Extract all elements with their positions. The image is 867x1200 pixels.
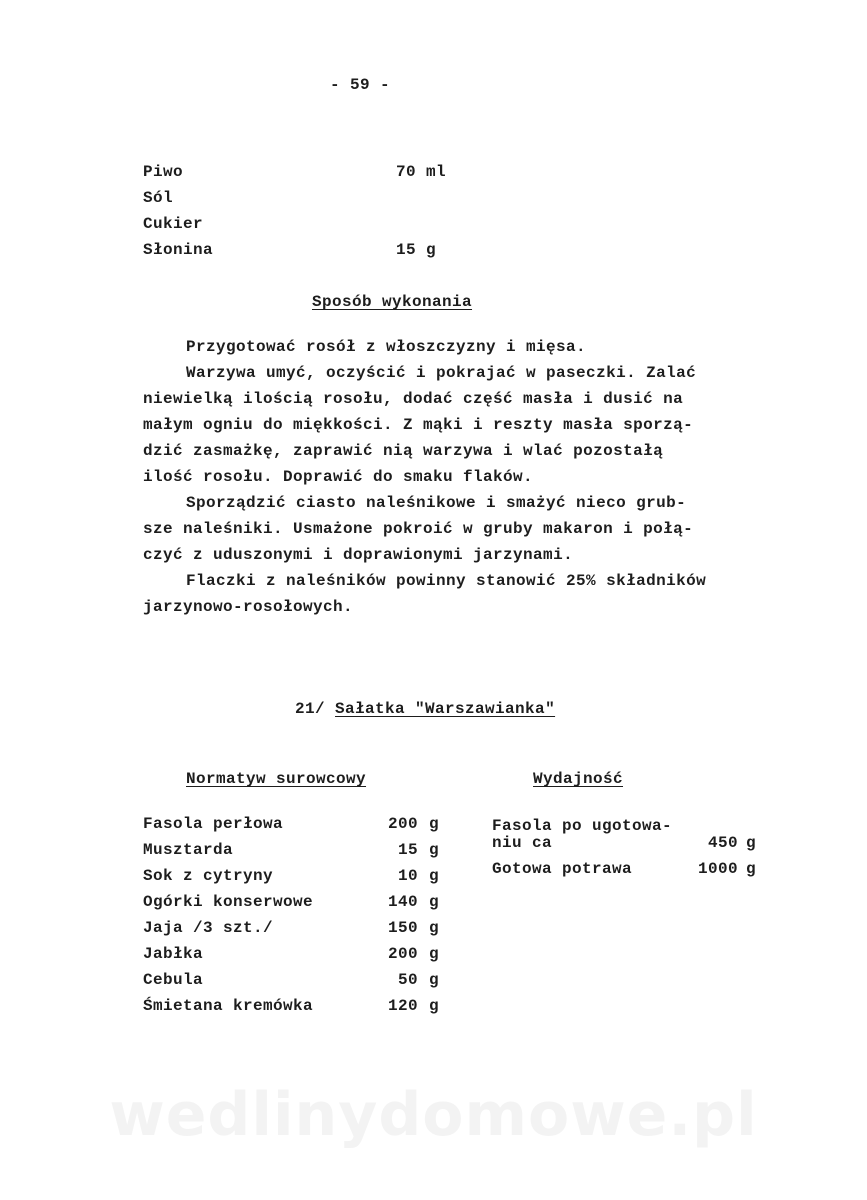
raw-materials-heading: Normatyw surowcowy xyxy=(186,770,367,788)
method-heading: Sposób wykonania xyxy=(312,293,473,311)
yield-heading: Wydajność xyxy=(533,770,624,788)
ingredient-name: Cukier xyxy=(143,215,204,233)
ingredient-qty: 15 g xyxy=(396,241,437,259)
raw-item-unit: g xyxy=(429,893,440,911)
method-line: niewielką ilością rosołu, dodać część masła i dusić na xyxy=(143,390,684,408)
method-line: Flaczki z naleśników powinny stanowić 25% składników xyxy=(186,572,707,590)
yield-item-unit: g xyxy=(746,860,757,878)
raw-item-name: Ogórki konserwowe xyxy=(143,893,314,911)
method-line: czyć z uduszonymi i doprawionymi jarzynami. xyxy=(143,546,574,564)
raw-item-unit: g xyxy=(429,997,440,1015)
raw-item-qty: 150 xyxy=(387,919,418,937)
method-line: Sporządzić ciasto naleśnikowe i smażyć nieco grub- xyxy=(186,494,687,512)
raw-item-name: Musztarda xyxy=(143,841,234,859)
raw-item-qty: 15 xyxy=(397,841,418,859)
yield-item-unit: g xyxy=(746,834,757,852)
raw-item-qty: 200 xyxy=(387,945,418,963)
watermark: wedlinydomowe.pl xyxy=(109,1080,758,1150)
method-line: sze naleśniki. Usmażone pokroić w gruby makaron i połą- xyxy=(143,520,694,538)
yield-item-name-cont: niu ca xyxy=(492,834,553,852)
method-line: Przygotować rosół z włoszczyzny i mięsa. xyxy=(186,338,587,356)
ingredient-name: Słonina xyxy=(143,241,214,259)
yield-item-name: Gotowa potrawa xyxy=(492,860,633,878)
yield-item-qty: 1000 xyxy=(697,860,738,878)
ingredient-name: Sól xyxy=(143,189,174,207)
raw-item-unit: g xyxy=(429,945,440,963)
ingredient-qty: 70 ml xyxy=(396,163,447,181)
method-line: ilość rosołu. Doprawić do smaku flaków. xyxy=(143,468,534,486)
raw-item-unit: g xyxy=(429,971,440,989)
raw-item-qty: 50 xyxy=(397,971,418,989)
raw-item-name: Jaja /3 szt./ xyxy=(143,919,274,937)
raw-item-name: Cebula xyxy=(143,971,204,989)
raw-item-name: Fasola perłowa xyxy=(143,815,284,833)
recipe-number: 21/ xyxy=(295,700,326,718)
method-line: dzić zasmażkę, zaprawić nią warzywa i wlać pozostałą xyxy=(143,442,664,460)
raw-item-qty: 140 xyxy=(387,893,418,911)
page-number: - 59 - xyxy=(330,76,391,94)
raw-item-name: Sok z cytryny xyxy=(143,867,274,885)
raw-item-name: Śmietana kremówka xyxy=(143,997,314,1015)
raw-item-unit: g xyxy=(429,815,440,833)
raw-item-qty: 120 xyxy=(387,997,418,1015)
raw-item-qty: 10 xyxy=(397,867,418,885)
raw-item-qty: 200 xyxy=(387,815,418,833)
raw-item-unit: g xyxy=(429,841,440,859)
method-line: małym ogniu do miękkości. Z mąki i reszty masła sporzą- xyxy=(143,416,694,434)
yield-item-qty: 450 xyxy=(707,834,738,852)
raw-item-name: Jabłka xyxy=(143,945,204,963)
recipe-name: Sałatka "Warszawianka" xyxy=(335,700,556,718)
method-line: Warzywa umyć, oczyścić i pokrajać w paseczki. Zalać xyxy=(186,364,697,382)
raw-item-unit: g xyxy=(429,867,440,885)
method-line: jarzynowo-rosołowych. xyxy=(143,598,354,616)
raw-item-unit: g xyxy=(429,919,440,937)
ingredient-name: Piwo xyxy=(143,163,184,181)
recipe-title xyxy=(295,700,555,718)
yield-item-name: Fasola po ugotowa- xyxy=(492,817,673,835)
